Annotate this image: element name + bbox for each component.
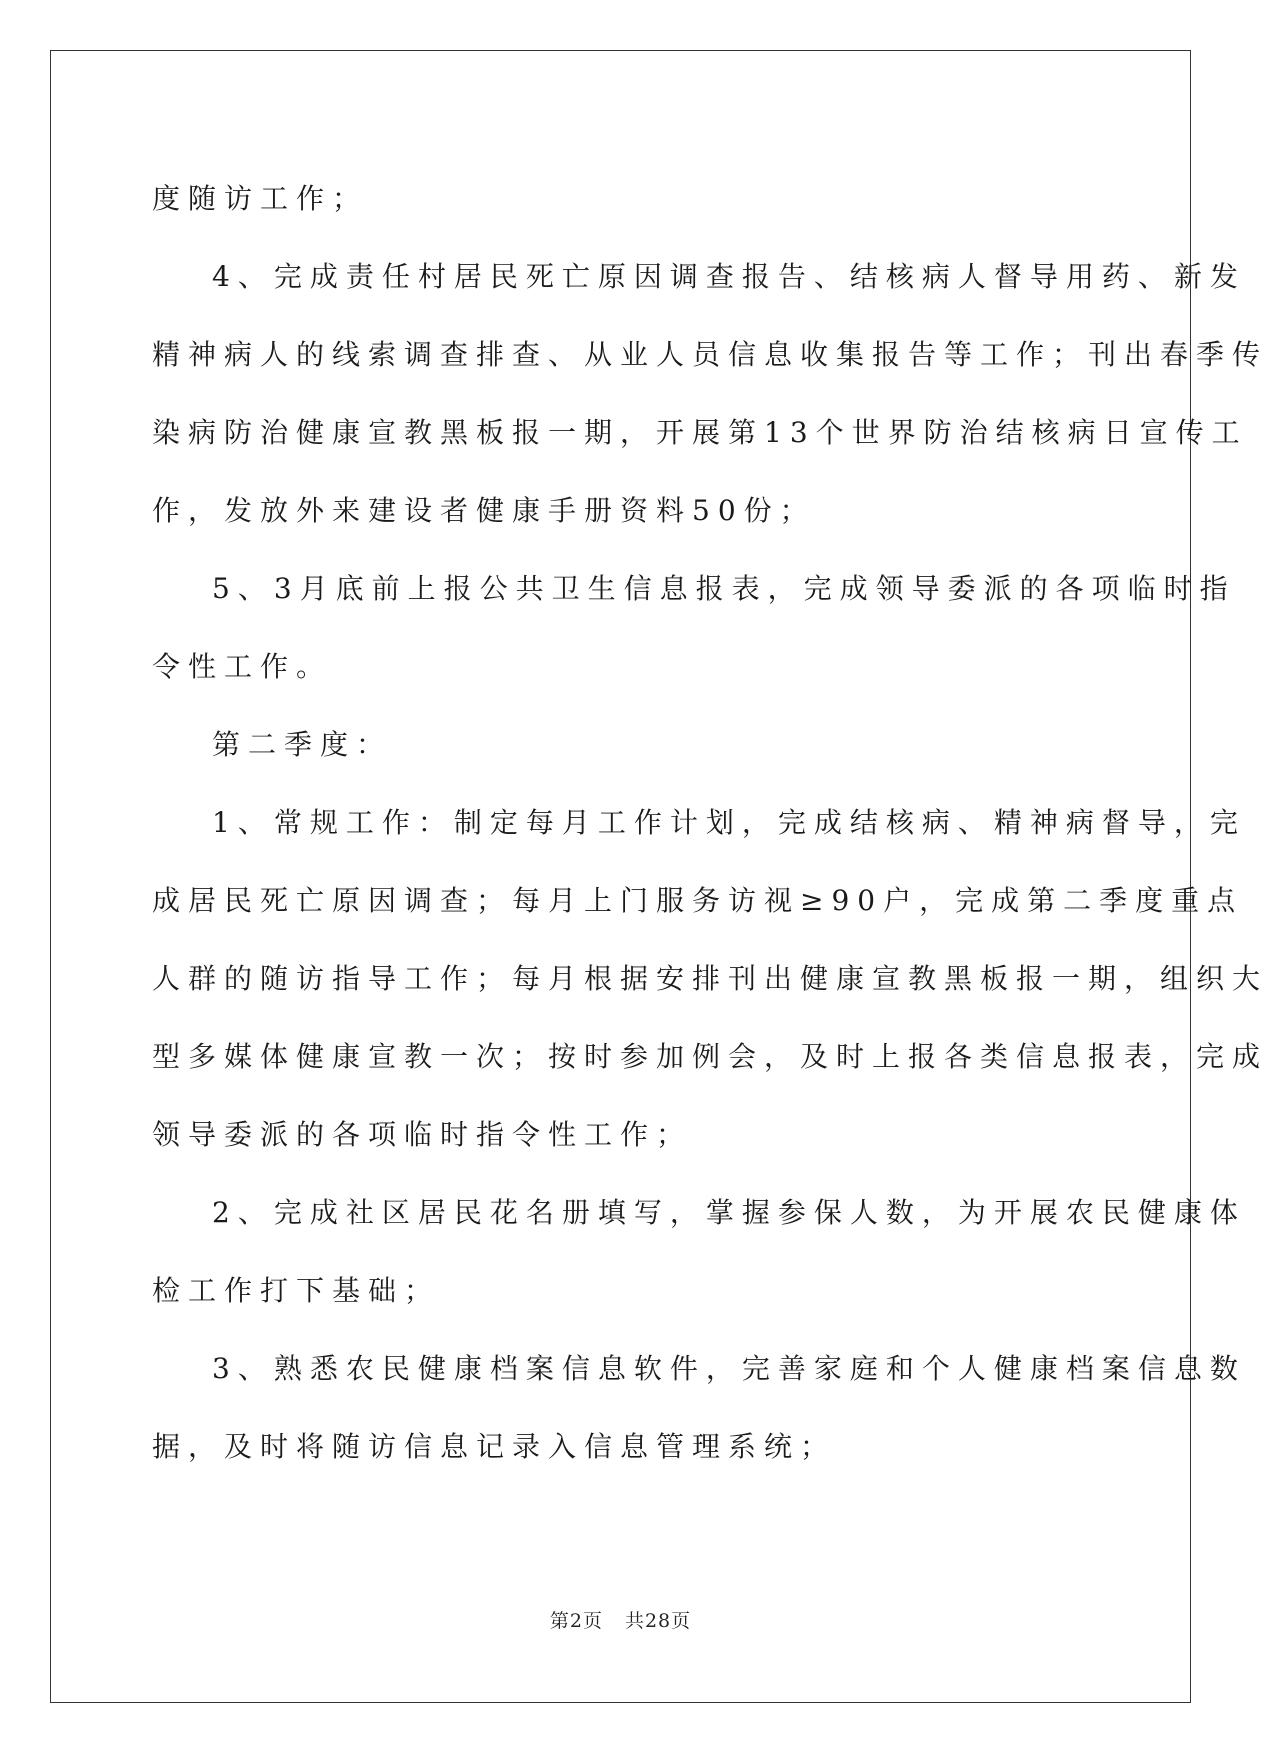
- document-body: [152, 160, 1268, 1486]
- text-line-13: 领导委派的各项临时指令性工作；: [152, 1118, 693, 1151]
- text-line-5: 作，发放外来建设者健康手册资料50份；: [152, 494, 816, 527]
- text-line-4: 染病防治健康宣教黑板报一期，开展第13个世界防治结核病日宣传工: [152, 416, 1248, 449]
- text-line-6: 5、3月底前上报公共卫生信息报表，完成领导委派的各项临时指: [212, 572, 1236, 605]
- text-line-9: 1、常规工作：制定每月工作计划，完成结核病、精神病督导，完: [212, 806, 1246, 839]
- text-line-7: 令性工作。: [152, 650, 333, 683]
- text-line-3: 精神病人的线索调查排查、从业人员信息收集报告等工作；刊出春季传: [152, 338, 1268, 371]
- text-line-16: 3、熟悉农民健康档案信息软件，完善家庭和个人健康档案信息数: [212, 1352, 1246, 1385]
- page-footer: [0, 1606, 1241, 1633]
- text-line-15: 检工作打下基础；: [152, 1274, 441, 1307]
- text-line-2: 4、完成责任村居民死亡原因调查报告、结核病人督导用药、新发: [212, 260, 1246, 293]
- text-line-12: 型多媒体健康宣教一次；按时参加例会，及时上报各类信息报表，完成: [152, 1040, 1268, 1073]
- total-pages: 共28页: [624, 1610, 692, 1632]
- text-line-11: 人群的随访指导工作；每月根据安排刊出健康宣教黑板报一期，组织大: [152, 962, 1268, 995]
- text-line-17: 据，及时将随访信息记录入信息管理系统；: [152, 1430, 837, 1463]
- text-line-14: 2、完成社区居民花名册填写，掌握参保人数，为开展农民健康体: [212, 1196, 1246, 1229]
- page-number: 第2页: [549, 1610, 603, 1632]
- text-line-1: 度随访工作；: [152, 182, 369, 215]
- text-line-10: 成居民死亡原因调查；每月上门服务访视≥90户，完成第二季度重点: [152, 884, 1244, 917]
- section-heading: 第二季度：: [212, 728, 393, 761]
